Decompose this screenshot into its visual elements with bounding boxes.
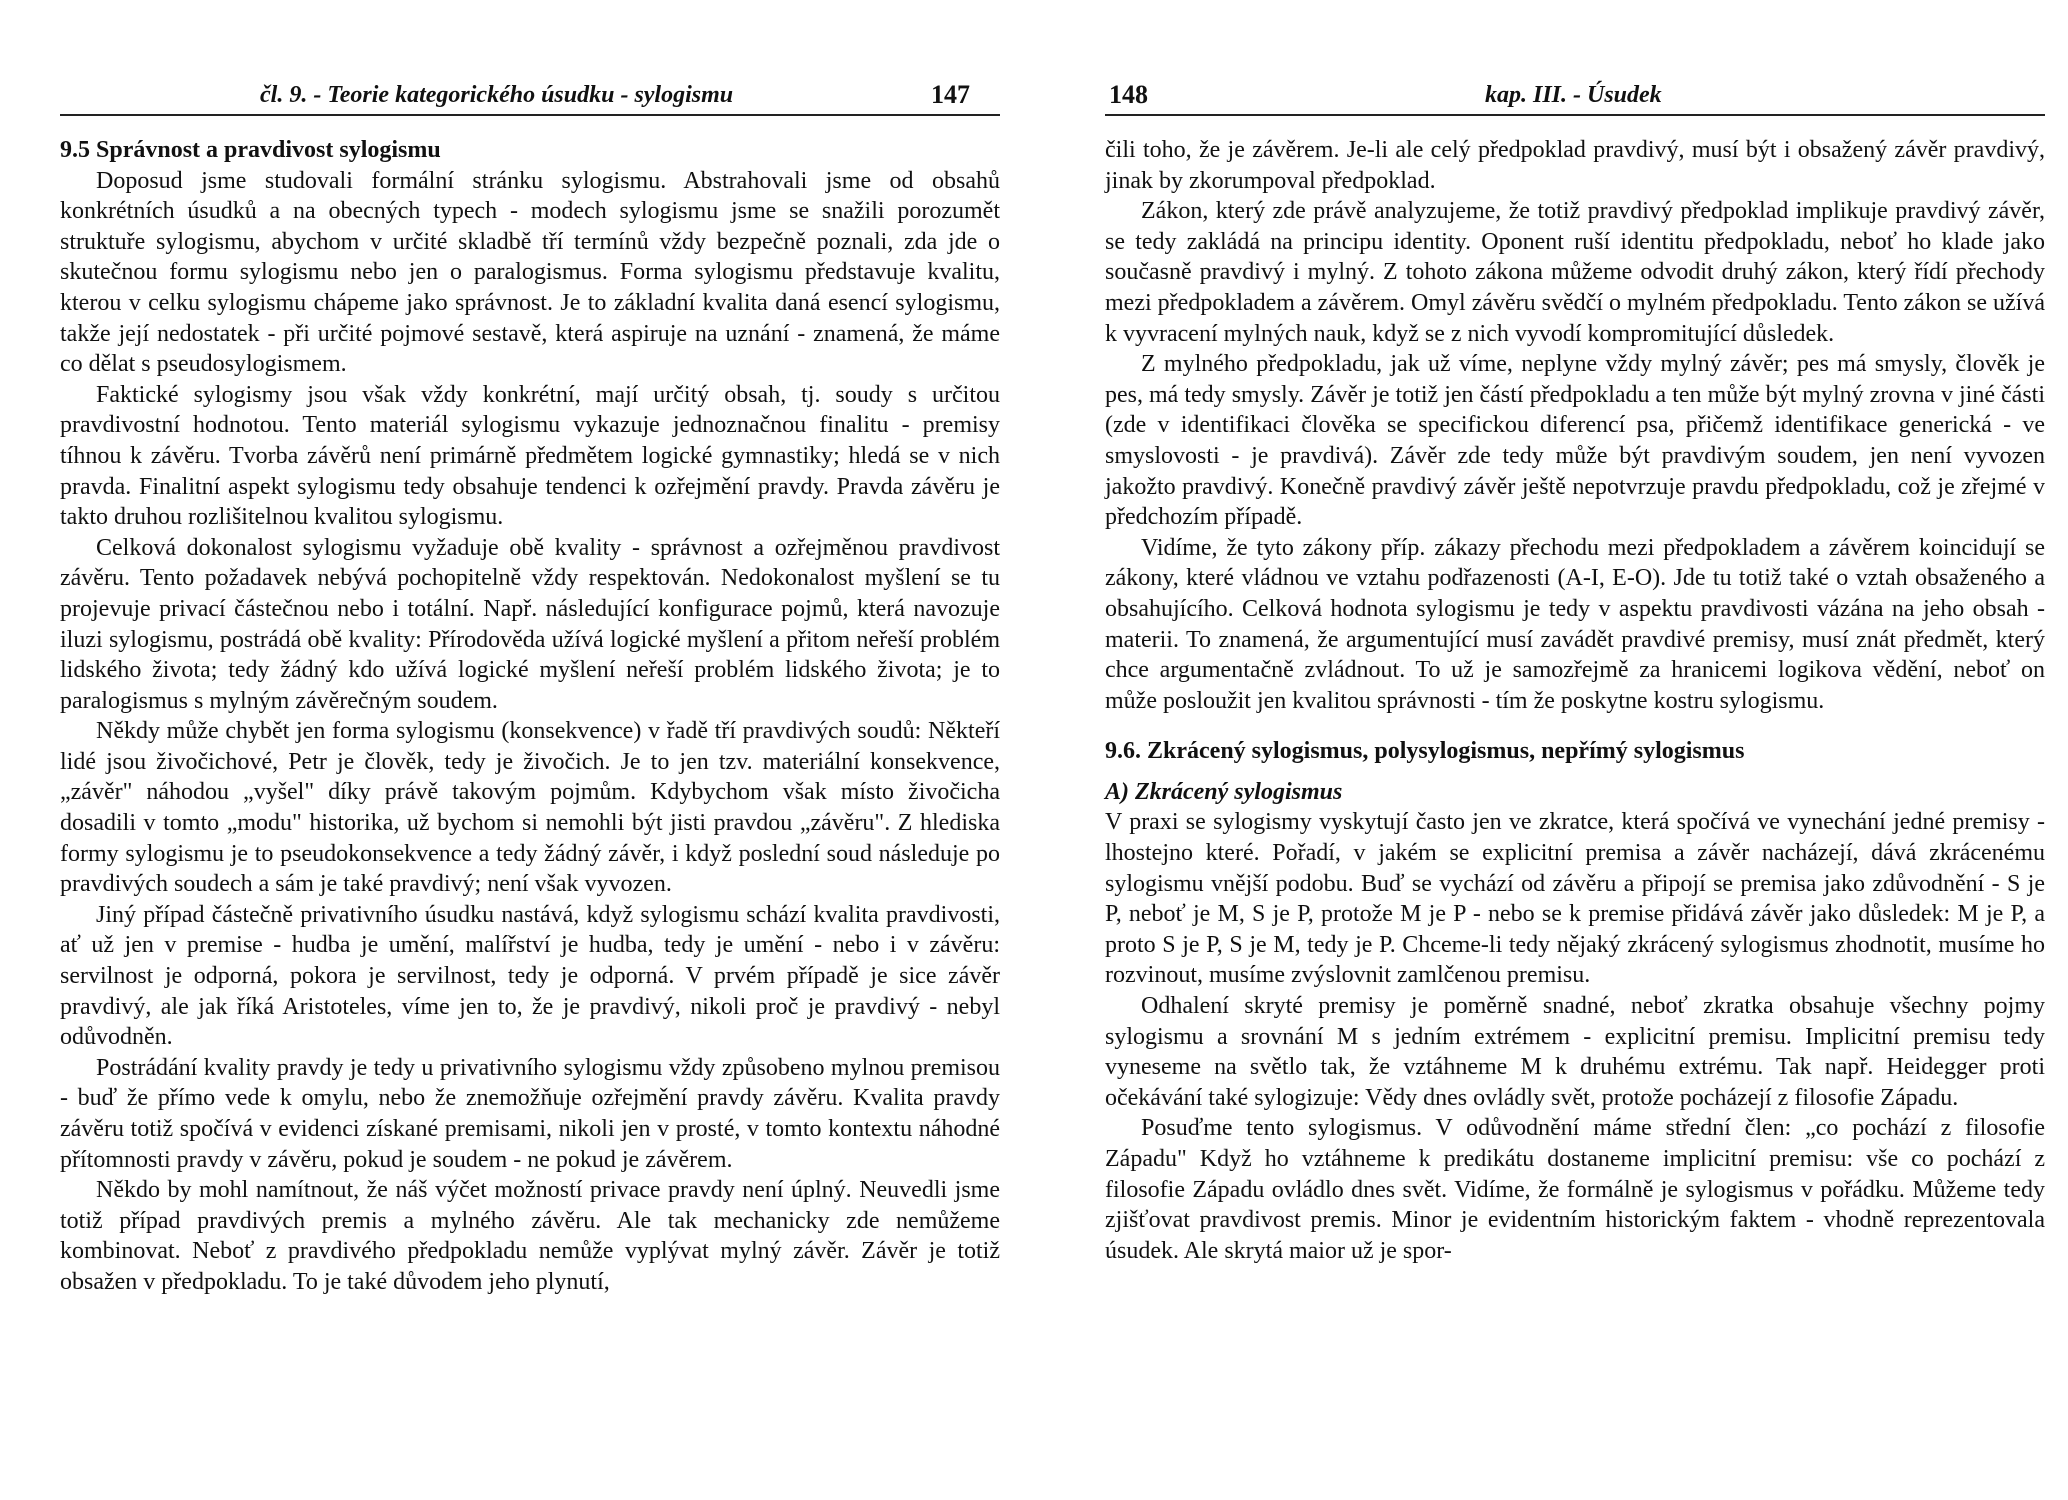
paragraph: Z mylného předpokladu, jak už víme, neplyne vždy mylný závěr; pes má smysly, člověk je pes, má tedy smysly. Závěr je totiž jen částí předpokladu a ten může být mylný zrovna v jiné části (zde v identifikaci člověka se specifickou diferencí psa, přičemž identifikace generická - ve smyslovosti - je pravdivá). Závěr zde tedy může být pravdivým soudem, jen není vyvozen jakožto pravdivý. Konečně pravdivý závěr ještě nepotvrzuje pravdu předpokladu, což je zřejmé v předchozím případě. xyxy=(1105,351,2045,531)
section-heading: 9.5 Správnost a pravdivost sylogismu xyxy=(60,137,441,163)
body-text xyxy=(60,135,1000,1298)
paragraph: Celková dokonalost sylogismu vyžaduje obě kvality - správnost a ozřejměnou pravdivost závěru. Tento požadavek nebývá pochopitelně vždy respektován. Nedokonalost myšlení se tu projevuje privací částečnou nebo i totální. Např. následující konfigurace pojmů, která navozuje iluzi sylogismu, postrádá obě kvality: Přírodověda užívá logické myšlení a přitom neřeší problém lidského života; tedy žádný kdo užívá logické myšlení neřeší problém lidského života; je to paralogismus s mylným závěrečným soudem. xyxy=(60,534,1000,714)
right-page xyxy=(1105,0,2045,1500)
page-number: 147 xyxy=(931,80,970,109)
paragraph: Zákon, který zde právě analyzujeme, že totiž pravdivý předpoklad implikuje pravdivý závěr, se tedy zakládá na principu identity. Oponent ruší identitu předpokladu, neboť ho klade jako současně pravdivý i mylný. Z tohoto zákona můžeme odvodit druhý zákon, který řídí přechody mezi předpokladem a závěrem. Omyl závěru svědčí o mylném předpokladu. Tento zákon se užívá k vyvracení mylných nauk, když se z nich vyvodí kompromitující důsledek. xyxy=(1105,198,2045,347)
paragraph: čili toho, že je závěrem. Je-li ale celý předpoklad pravdivý, musí být i obsažený závěr pravdivý, jinak by zkorumpoval předpoklad. xyxy=(1105,137,2045,194)
running-head xyxy=(1105,80,2045,116)
page-number: 148 xyxy=(1109,80,1148,109)
paragraph: V praxi se sylogismy vyskytují často jen ve zkratce, která spočívá ve vynechání jedné premisy - lhostejno které. Pořadí, v jakém se explicitní premisa a závěr nacházejí, dává zkrácenému sylogismu vnější podobu. Buď se vychází od závěru a připojí se premisa jako zdůvodnění - S je P, neboť je M, S je P, protože M je P - nebo se k premise přidává závěr jako důsledek: M je P, a proto S je P, S je M, tedy je P. Chceme-li tedy nějaký zkrácený sylogismus zhodnotit, musíme ho rozvinout, musíme zvýslovnit zamlčenou premisu. xyxy=(1105,809,2045,989)
paragraph: Někdo by mohl namítnout, že náš výčet možností privace pravdy není úplný. Neuvedli jsme totiž případ pravdivých premis a mylného závěru. Ale tak mechanicky zde nemůžeme kombinovat. Neboť z pravdivého předpokladu nemůže vyplývat mylný závěr. Závěr je totiž obsažen v předpokladu. To je také důvodem jeho plynutí, xyxy=(60,1177,1000,1295)
paragraph: Doposud jsme studovali formální stránku sylogismu. Abstrahovali jsme od obsahů konkrétních úsudků a na obecných typech - modech sylogismu jsme se snažili porozumět struktuře sylogismu, abychom v určité skladbě tří termínů vždy bezpečně poznali, zda jde o skutečnou formu sylogismu nebo jen o paralogismus. Forma sylogismu představuje kvalitu, kterou v celku sylogismu chápeme jako správnost. Je to základní kvalita daná esencí sylogismu, takže její nedostatek - při určité pojmové sestavě, která aspiruje na uznání - znamená, že máme co dělat s pseudosylogismem. xyxy=(60,167,1000,378)
paragraph: Posuďme tento sylogismus. V odůvodnění máme střední člen: „co pochází z filosofie Západu" Když ho vztáhneme k predikátu dostaneme implicitní premisu: vše co pochází z filosofie Západu ovládlo dnes svět. Vidíme, že formálně je sylogismus v pořádku. Můžeme tedy zjišťovat pravdivost premis. Minor je evidentním historickým faktem - vhodně reprezentovala úsudek. Ale skrytá maior už je spor- xyxy=(1105,1115,2045,1264)
body-text xyxy=(1105,135,2045,1266)
running-head xyxy=(60,80,1000,116)
paragraph: Vidíme, že tyto zákony příp. zákazy přechodu mezi předpokladem a závěrem koincidují se zákony, které vládnou ve vztahu podřazenosti (A-I, E-O). Jde tu totiž také o vztah obsaženého a obsahujícího. Celková hodnota sylogismu je tedy v aspektu pravdivosti vázána na jeho obsah - materii. To znamená, že argumentující musí zavádět pravdivé premisy, musí znát předmět, který chce argumentačně zvládnout. To už je samozřejmě za hranicemi logikova vědění, neboť on může posloužit jen kvalitou správnosti - tím že poskytne kostru sylogismu. xyxy=(1105,534,2045,714)
paragraph: Odhalení skryté premisy je poměrně snadné, neboť zkratka obsahuje všechny pojmy sylogismu a srovnání M s jedním extrémem - explicitní premisu. Implicitní premisu tedy vyneseme na světlo tak, že vztáhneme M k druhému extrému. Tak např. Heidegger proti očekávání také sylogizuje: Vědy dnes ovládly svět, protože pocházejí z filosofie Západu. xyxy=(1105,993,2045,1111)
running-title: čl. 9. - Teorie kategorického úsudku - sylogismu xyxy=(260,82,734,108)
left-page xyxy=(60,0,1000,1500)
paragraph: Někdy může chybět jen forma sylogismu (konsekvence) v řadě tří pravdivých soudů: Někteří lidé jsou živočichové, Petr je člověk, tedy je živočich. Je to jen tzv. materiální konsekvence, „závěr" náhodou „vyšel" díky právě takovým pojmům. Kdybychom však místo živočicha dosadili v tomto „modu" historika, už bychom si nemohli být jisti pravdou „závěru". Z hlediska formy sylogismu je to pseudokonsekvence a tedy žádný závěr, i když poslední soud následuje po pravdivých soudech a sám je také pravdivý; není však vyvozen. xyxy=(60,718,1000,898)
section-heading: 9.6. Zkrácený sylogismus, polysylogismus, nepřímý sylogismus xyxy=(1105,738,1745,765)
running-title: kap. III. - Úsudek xyxy=(1485,82,1662,108)
paragraph: Faktické sylogismy jsou však vždy konkrétní, mají určitý obsah, tj. soudy s určitou pravdivostní hodnotou. Tento materiál sylogismu vykazuje jednoznačnou finalitu - premisy tíhnou k závěru. Tvorba závěrů není primárně předmětem logické gymnastiky; hledá se v nich pravda. Finalitní aspekt sylogismu tedy obsahuje tendenci k ozřejmění pravdy. Pravda závěru je takto druhou rozlišitelnou kvalitou sylogismu. xyxy=(60,381,1000,531)
paragraph: Postrádání kvality pravdy je tedy u privativního sylogismu vždy způsobeno mylnou premisou - buď že přímo vede k omylu, nebo že znemožňuje ozřejmění pravdy závěru. Kvalita pravdy závěru totiž spočívá v evidenci získané premisami, nikoli jen v prosté, v tomto kontextu náhodné přítomnosti pravdy v závěru, pokud je soudem - ne pokud je závěrem. xyxy=(60,1054,1000,1173)
subsection-heading: A) Zkrácený sylogismus xyxy=(1105,778,1343,805)
paragraph: Jiný případ částečně privativního úsudku nastává, když sylogismu schází kvalita pravdivosti, ať už jen v premise - hudba je umění, malířství je hudba, tedy je umění - nebo i v závěru: servilnost je odporná, pokora je servilnost, tedy je odporná. V prvém případě je sice závěr pravdivý, ale jak říká Aristoteles, víme jen to, že je pravdivý, nikoli proč je pravdivý - nebyl odůvodněn. xyxy=(60,901,1000,1051)
